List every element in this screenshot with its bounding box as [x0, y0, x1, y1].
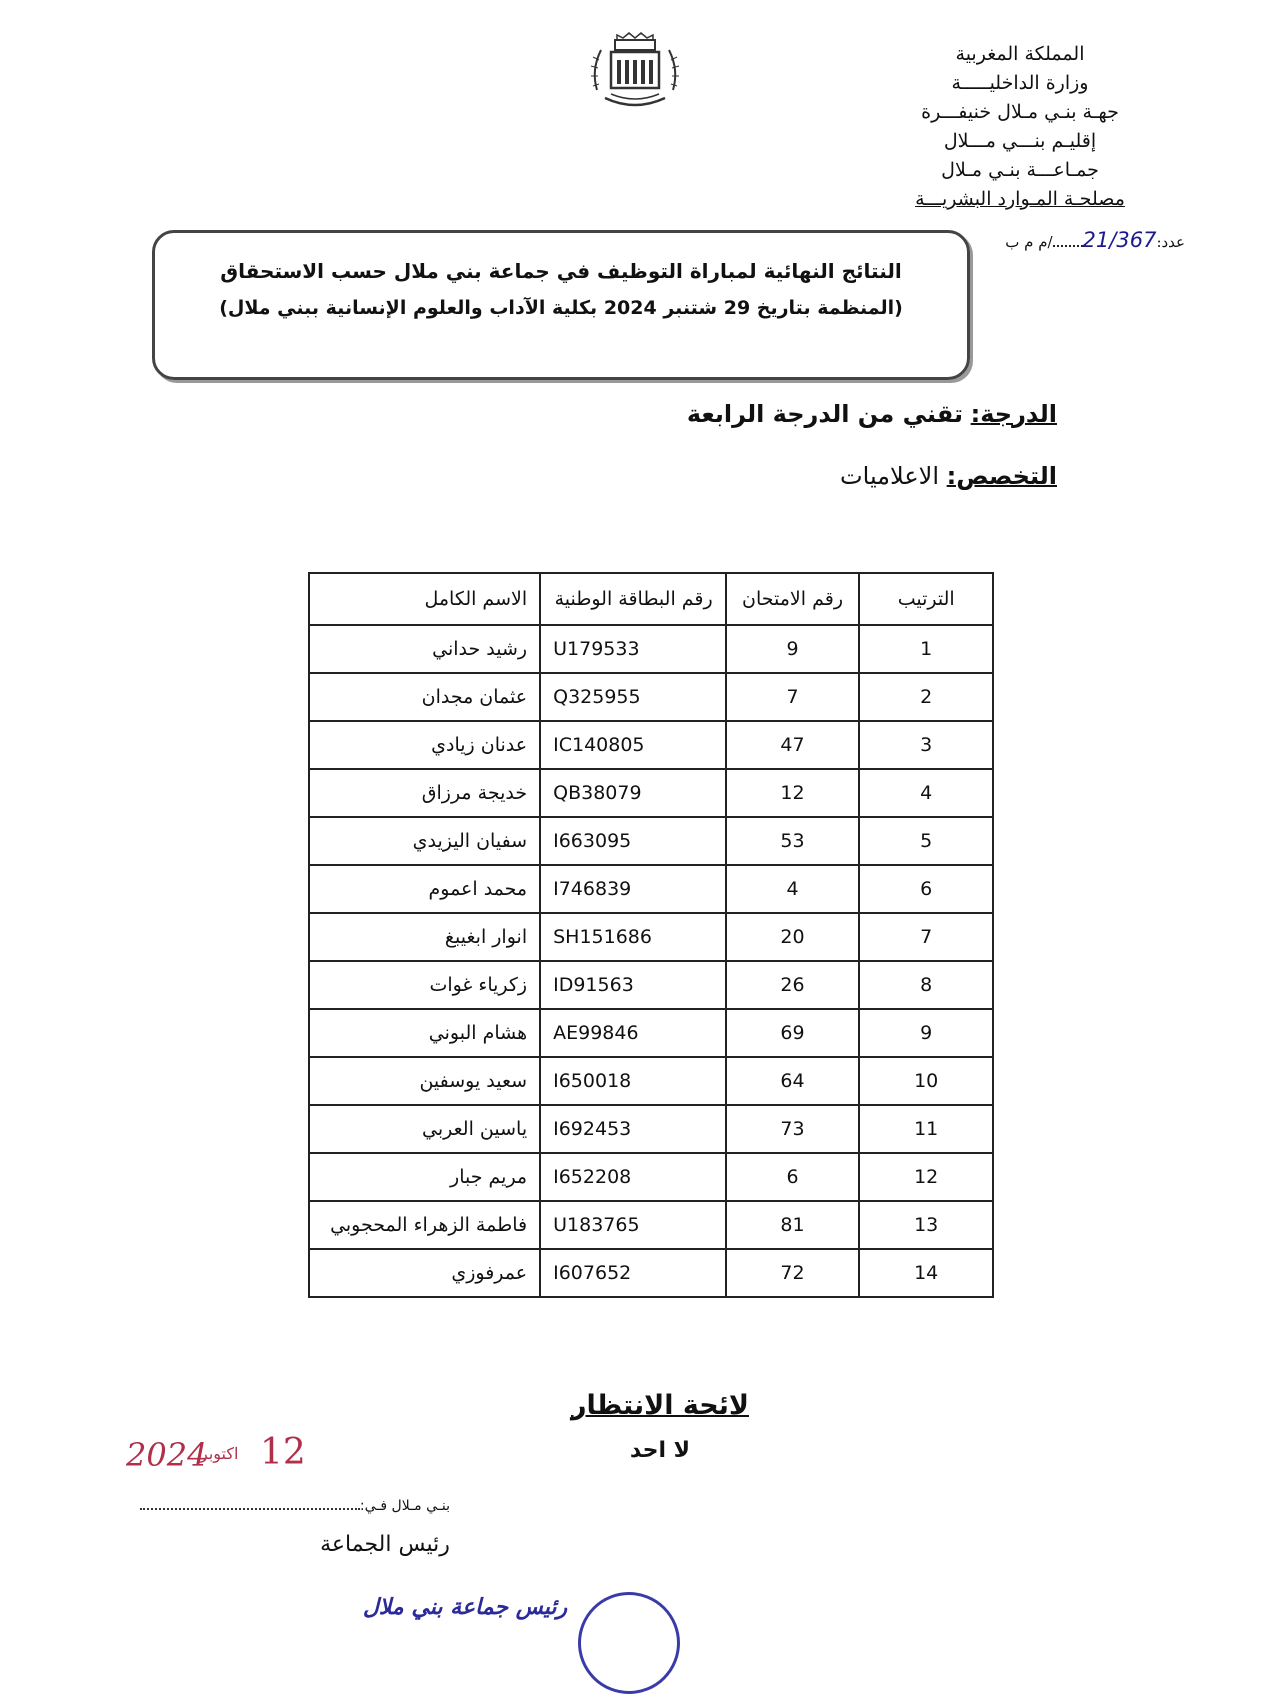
cell-name: رشيد حداني [309, 625, 540, 673]
cell-rank: 11 [859, 1105, 993, 1153]
cell-rank: 8 [859, 961, 993, 1009]
cell-name: عدنان زيادي [309, 721, 540, 769]
cell-id: IC140805 [540, 721, 726, 769]
cell-id: I650018 [540, 1057, 726, 1105]
cell-exam: 81 [726, 1201, 860, 1249]
cell-rank: 9 [859, 1009, 993, 1057]
table-row [309, 961, 993, 1009]
cell-rank: 3 [859, 721, 993, 769]
header-line-kingdom: المملكة المغربية [955, 43, 1085, 65]
table-row [309, 769, 993, 817]
grade-label: الدرجة: [970, 400, 1057, 428]
cell-exam: 9 [726, 625, 860, 673]
cell-rank: 14 [859, 1249, 993, 1297]
cell-name: فاطمة الزهراء المحجوبي [309, 1201, 540, 1249]
speciality-label: التخصص: [946, 462, 1057, 490]
date-stamp-month: اكتوبر [200, 1444, 239, 1463]
date-stamp-day: 12 [260, 1432, 306, 1473]
cell-id: I607652 [540, 1249, 726, 1297]
cell-rank: 4 [859, 769, 993, 817]
place-label: بنـي مـلال فـي: [359, 1498, 450, 1514]
administration-header [900, 40, 1140, 214]
cell-name: سعيد يوسفين [309, 1057, 540, 1105]
cell-exam: 7 [726, 673, 860, 721]
cell-rank: 6 [859, 865, 993, 913]
cell-rank: 5 [859, 817, 993, 865]
cell-name: ياسين العربي [309, 1105, 540, 1153]
cell-id: I652208 [540, 1153, 726, 1201]
table-row [309, 1057, 993, 1105]
signatory-title: رئيس الجماعة [320, 1532, 450, 1557]
table-row [309, 817, 993, 865]
cell-name: زكرياء غوات [309, 961, 540, 1009]
official-stamp-text: رئيس جماعة بني ملال [362, 1595, 568, 1620]
speciality-value: الاعلاميات [840, 462, 940, 490]
reference-number [985, 228, 1185, 252]
table-row [309, 1153, 993, 1201]
table-row [309, 913, 993, 961]
cell-exam: 69 [726, 1009, 860, 1057]
cell-id: U183765 [540, 1201, 726, 1249]
table-row [309, 865, 993, 913]
header-line-ministry: وزارة الداخليـــــة [951, 72, 1089, 94]
cell-exam: 4 [726, 865, 860, 913]
waiting-list-value: لا احد [629, 1438, 691, 1463]
table-row [309, 1201, 993, 1249]
cell-id: Q325955 [540, 673, 726, 721]
cell-exam: 20 [726, 913, 860, 961]
cell-rank: 2 [859, 673, 993, 721]
cell-exam: 47 [726, 721, 860, 769]
cell-name: محمد اعموم [309, 865, 540, 913]
cell-id: QB38079 [540, 769, 726, 817]
reference-label: عدد: [1156, 233, 1185, 251]
header-national-id: رقم البطاقة الوطنية [540, 573, 726, 625]
document-subtitle: (المنظمة بتاريخ 29 شتنبر 2024 بكلية الآداب والعلوم الإنسانية ببني ملال) [219, 297, 903, 319]
title-box [152, 230, 970, 380]
cell-name: سفيان اليزيدي [309, 817, 540, 865]
grade-line [687, 400, 1057, 428]
table-row [309, 625, 993, 673]
cell-name: انوار ابغيبغ [309, 913, 540, 961]
table-row [309, 1009, 993, 1057]
cell-id: I746839 [540, 865, 726, 913]
header-line-region: جهـة بنـي مـلال خنيفـــرة [921, 101, 1119, 123]
cell-name: عثمان مجدان [309, 673, 540, 721]
header-line-commune: جمـاعـــة بنـي مـلال [941, 159, 1099, 181]
cell-exam: 26 [726, 961, 860, 1009]
reference-suffix: /م م ب [1005, 233, 1053, 251]
table-row [309, 721, 993, 769]
cell-rank: 7 [859, 913, 993, 961]
cell-id: SH151686 [540, 913, 726, 961]
cell-exam: 6 [726, 1153, 860, 1201]
cell-name: عمرفوزي [309, 1249, 540, 1297]
grade-value: تقني من الدرجة الرابعة [686, 400, 963, 428]
header-exam-number: رقم الامتحان [726, 573, 860, 625]
date-stamp-year: 2024 [126, 1436, 208, 1474]
cell-rank: 12 [859, 1153, 993, 1201]
document-title: النتائج النهائية لمباراة التوظيف في جماعة بني ملال حسب الاستحقاق [220, 259, 902, 283]
reference-dots [1053, 245, 1083, 247]
official-seal-icon [578, 1592, 680, 1694]
cell-name: خديجة مرزاق [309, 769, 540, 817]
place-dots [140, 1508, 360, 1510]
cell-name: هشام البوني [309, 1009, 540, 1057]
cell-exam: 64 [726, 1057, 860, 1105]
cell-id: U179533 [540, 625, 726, 673]
emblem-logo [587, 30, 683, 116]
cell-rank: 1 [859, 625, 993, 673]
cell-rank: 13 [859, 1201, 993, 1249]
table-row [309, 1249, 993, 1297]
reference-value: 21/367 [1082, 228, 1157, 252]
table-row [309, 1105, 993, 1153]
cell-name: مريم جبار [309, 1153, 540, 1201]
place-date-line [110, 1498, 450, 1514]
header-rank: الترتيب [859, 573, 993, 625]
cell-id: I692453 [540, 1105, 726, 1153]
speciality-line [840, 462, 1057, 490]
waiting-list-title: لائحة الانتظار [571, 1390, 749, 1421]
cell-exam: 72 [726, 1249, 860, 1297]
cell-id: AE99846 [540, 1009, 726, 1057]
results-table [308, 572, 994, 1298]
header-full-name: الاسم الكامل [309, 573, 540, 625]
table-header-row [309, 573, 993, 625]
cell-exam: 12 [726, 769, 860, 817]
table-row [309, 673, 993, 721]
cell-id: ID91563 [540, 961, 726, 1009]
header-line-province: إقليـم بنـــي مـــلال [943, 130, 1097, 152]
cell-exam: 53 [726, 817, 860, 865]
cell-exam: 73 [726, 1105, 860, 1153]
cell-rank: 10 [859, 1057, 993, 1105]
header-line-service: مصلحـة المـوارد البشريـــة [915, 188, 1125, 210]
cell-id: I663095 [540, 817, 726, 865]
